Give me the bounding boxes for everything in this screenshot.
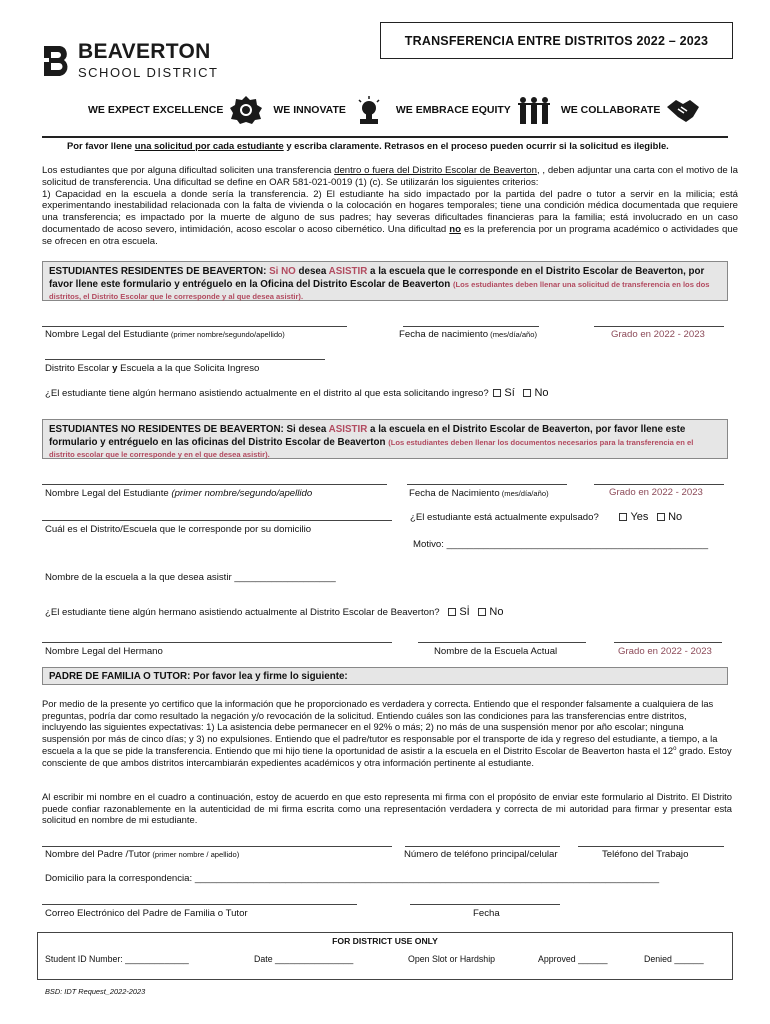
resident-sibling-yes-label: Sí [504,387,515,399]
resident-section-header [42,261,728,301]
parent-name-line[interactable] [42,846,392,847]
nonresident-dob-line[interactable] [407,484,567,485]
medal-icon [229,95,263,125]
parent-date-label: Fecha [473,908,500,919]
nonresident-school-label: Cuál es el Distrito/Escuela que le corresponde por su domicilio [45,524,312,535]
nonresident-name-line[interactable] [42,484,387,485]
expelled-no-label: No [668,511,683,523]
legibility-notice [67,140,747,152]
resident-sibling-yes-checkbox[interactable] [493,389,501,397]
notice-underlined: una solicitud por cada estudiante [134,140,284,151]
parent-workphone-line[interactable] [578,846,724,847]
resident-district-a: Distrito Escolar [45,363,113,374]
parent-phone-label: Número de teléfono principal/celular [404,849,558,860]
value-collaborate: WE COLLABORATE [560,104,661,116]
parent-name-hint: (primer nombre / apellido) [150,850,240,859]
parent-email-line[interactable] [42,904,357,905]
value-excellence: WE EXPECT EXCELLENCE [88,104,224,116]
nonresident-h-note: (Los estudiantes deben llenar los documentos necesarios para la transferencia en el distrito escolar que le corresponde y en el que desea asistir). [49,437,694,460]
resident-dob-line[interactable] [403,326,539,327]
resident-sibling-no-label: No [534,387,549,399]
certification-sup: o [673,746,677,753]
beaverton-logo-icon [42,44,74,78]
resident-h-c: a la escuela que le corresponde en el Distrito Escolar de Beaverton, por favor llene este formulario y entréguelo en la Oficina del Distrito Escolar de Beaverton [49,266,705,290]
certification-text: Por medio de la presente yo certifico que la información que he proporcionado es verdadera y correcta. Entiendo que el responder falsamente a cualquiera de las preguntas, podría dar como resultado la negación y/o revocación de la solicitud. Entiendo cuáles son las condiciones para las transferencias entre distritos, incluyendo las siguientes expectativas: 1) La asistencia debe permanecer en el 92% o más; 2) no más de una suspensión menor por año escolar; ninguna suspensión por más de cinco días; y 3) no expulsiones. Entiendo que el padre/tutor es responsable por el transporte de ida y regreso del estudiante, a tiempo, a la escuela a la que se pide la transferencia. Entiendo que mi hijo tiene la oportunidad de asistir a la escuela en el Distrito Escolar de Beaverton hasta el 12 [42,698,718,757]
notice-post: y escriba claramente. Retrasos en el proceso pueden ocurrir si la solicitud es ilegible. [283,140,669,151]
expelled-text: ¿El estudiante está actualmente expulsado? [410,512,599,523]
sibling-school-label: Nombre de la Escuela Actual [434,646,558,657]
form-title: TRANSFERENCIA ENTRE DISTRITOS 2022 – 2023 [380,22,733,59]
parent-workphone-label: Teléfono del Trabajo [602,849,689,860]
sibling-grade-line[interactable] [614,642,722,643]
resident-name-line[interactable] [42,326,347,327]
parent-phone-line[interactable] [405,846,560,847]
school-wish-field[interactable]: Nombre de la escuela a la que desea asistir ___________________ [45,572,336,583]
resident-district-label [45,363,259,375]
value-innovate: WE INNOVATE [273,104,346,116]
nonresident-school-line[interactable] [42,520,392,521]
intro-paragraph [42,165,738,248]
resident-dob-label [399,329,537,341]
district-date-field[interactable]: Date ________________ [254,954,354,964]
notice-pre: Por favor llene [67,140,135,151]
nonresident-name-label [45,488,312,500]
resident-h-a: ESTUDIANTES RESIDENTES DE BEAVERTON: [49,266,270,277]
nonresident-name-hint: (primer nombre/segundo/apellido [171,488,313,499]
resident-name-hint: (primer nombre/segundo/apellido) [168,330,285,339]
parent-email-label: Correo Electrónico del Padre de Familia o Tutor [45,908,248,919]
district-use-title: FOR DISTRICT USE ONLY [332,936,438,946]
nonresident-h-red: ASISTIR [328,424,368,435]
sibling-school-line[interactable] [418,642,586,643]
approved-field[interactable]: Approved ______ [538,954,608,964]
resident-district-b: Escuela a la que Solicita Ingreso [117,363,260,374]
nonresident-grade-label: Grado en 2022 - 2023 [609,487,703,498]
people-icon [517,95,551,125]
nonresident-name-text: Nombre Legal del Estudiante [45,488,172,499]
nonresident-sibling-yes-checkbox[interactable] [448,608,456,616]
expelled-motive-field[interactable]: Motivo: _________________________________________________ [413,539,709,550]
lightbulb-icon [352,95,386,125]
expelled-question [410,512,682,524]
resident-name-label [45,329,285,341]
header-divider [42,136,728,138]
intro-underlined: dentro o fuera del Distrito Escolar de Beaverton [334,165,537,176]
value-equity: WE EMBRACE EQUITY [395,104,511,116]
resident-sibling-no-checkbox[interactable] [523,389,531,397]
parent-name-text: Nombre del Padre /Tutor [45,849,151,860]
expelled-no-checkbox[interactable] [657,513,665,521]
nonresident-sibling-no-label: No [489,606,504,618]
sibling-name-line[interactable] [42,642,392,643]
parent-name-label [45,849,239,861]
expelled-yes-checkbox[interactable] [619,513,627,521]
resident-dob-hint: (mes/día/año) [488,330,538,339]
resident-h-note: (Los estudiantes deben llenar una solicitud de transferencia en los dos distritos, el Distrito Escolar que le corresponde y al que desea asistir). [49,279,710,302]
sibling-name-label: Nombre Legal del Hermano [45,646,163,657]
nonresident-sibling-question [45,607,503,619]
nonresident-grade-line[interactable] [594,484,724,485]
open-slot-field: Open Slot or Hardship [408,954,496,964]
parent-section-header: PADRE DE FAMILIA O TUTOR: Por favor lea y firme lo siguiente: [42,667,728,685]
nonresident-dob-label [409,488,549,500]
criteria-text: 1) Capacidad en la escuela a donde sería la transferencia. 2) El estudiante ha sido impactado por la partida del padre o tutor a servir en la milicia; está experimentando inestabilidad relacionada con la falta de vivienda o la colocación en hogares temporales; tiene una condición médica documentada que requiere una transferencia; es impactado por la muerte de alguno de sus padres; hay severas dificultades financieras para la familia; está involucrado en un caso documentado de acoso severo, intimidación, acoso escolar o acoso cibernético. Una dificultad [42,188,738,235]
sibling-grade-label: Grado en 2022 - 2023 [618,646,712,657]
criteria-post: es la preferencia por un programa académico o actividades que se ofrecen en otra escuela. [42,223,738,247]
resident-name-text: Nombre Legal del Estudiante [45,329,169,340]
resident-grade-line[interactable] [594,326,724,327]
resident-h-b: desea [295,266,329,277]
resident-sibling-text: ¿El estudiante tiene algún hermano asistiendo actualmente en el distrito al que esta solicitando ingreso? [45,388,489,399]
resident-dob-text: Fecha de nacimiento [399,329,489,340]
logo-wordmark: BEAVERTON [78,40,211,63]
footer-code: BSD: IDT Request_2022-2023 [45,987,146,996]
resident-district-line[interactable] [45,359,325,360]
resident-sibling-question [45,388,549,400]
intro-post: , , deben adjuntar una carta con el motivo de la solicitud de transferencia. Una dificultad se define en OAR 581-021-0019 (1) (c). Se utilizarán los siguientes criterios: [42,165,738,188]
resident-district-y: y [112,363,118,374]
resident-h-red2: ASISTIR [328,266,368,277]
parent-address-field[interactable]: Domicilio para la correspondencia: _______________________________________________________________________________________ [45,873,660,884]
logo-subtitle: SCHOOL DISTRICT [78,65,219,80]
values-row [88,95,710,125]
nonresident-h-a: ESTUDIANTES NO RESIDENTES DE BEAVERTON: Si desea [49,424,329,435]
certification-post: grado. Estoy consciente de que ambos distritos intercambiarán expedientes académicos y otra información pertinente al estudiante. [42,745,732,769]
denied-field[interactable]: Denied ______ [644,954,704,964]
parent-signature-agreement: Al escribir mi nombre en el cuadro a continuación, estoy de acuerdo en que esto representa mi firma con el propósito de enviar este formulario al Distrito. El Distrito puede confiar razonablemente en la autenticidad de mi firma escrita como una representación verdadera y correcta de mi autoridad para firmar y presentar esta solicitud en nombre de mi estudiante. [42,791,732,826]
expelled-yes-label: Yes [630,511,649,523]
nonresident-sibling-yes-label: Sİ [459,606,470,618]
handshake-icon [666,95,700,125]
nonresident-h-b: a la escuela en el Distrito Escolar de Beaverton, por favor llene este formulario y entréguelo en las oficinas del Distrito Escolar de Beaverton [49,424,686,448]
nonresident-dob-hint: (mes/día/año) [499,489,549,498]
intro-pre: Los estudiantes que por alguna dificultad soliciten una transferencia [42,165,335,176]
resident-grade-label: Grado en 2022 - 2023 [611,329,705,340]
criteria-no: no [449,223,461,235]
nonresident-sibling-text: ¿El estudiante tiene algún hermano asistiendo actualmente al Distrito Escolar de Beaverton? [45,607,440,618]
nonresident-dob-text: Fecha de Nacimiento [409,488,500,499]
nonresident-section-header [42,419,728,459]
parent-date-line[interactable] [410,904,560,905]
parent-certification [42,698,732,769]
nonresident-sibling-no-checkbox[interactable] [478,608,486,616]
student-id-field[interactable]: Student ID Number: _____________ [45,954,189,964]
resident-h-red1: Si NO [269,266,296,277]
